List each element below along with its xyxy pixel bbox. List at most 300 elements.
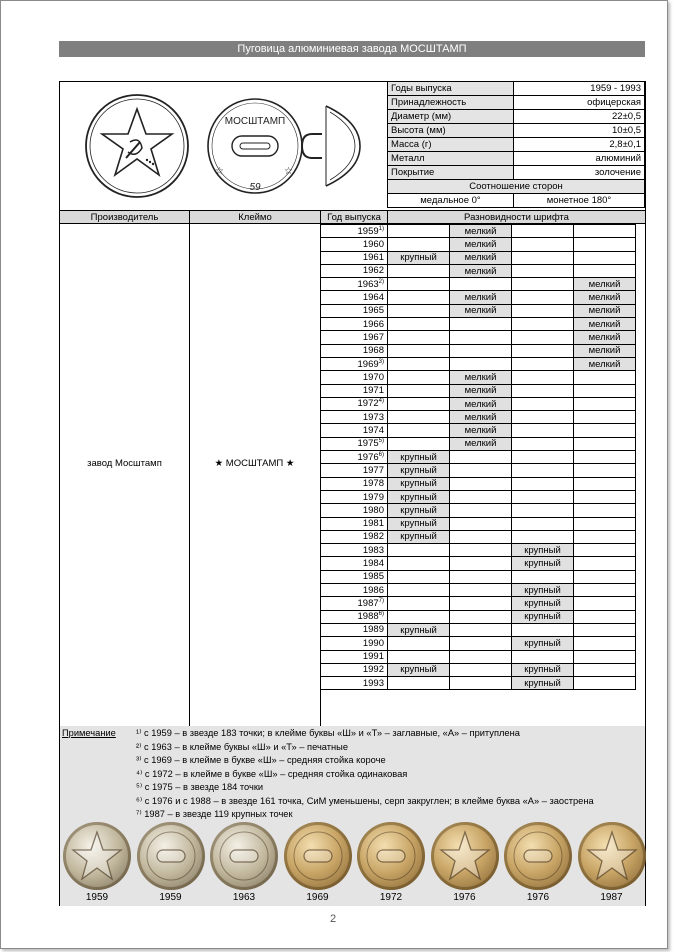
font-variant-cell <box>450 637 512 650</box>
font-variant-cell <box>574 557 636 570</box>
font-variant-cell <box>388 557 450 570</box>
font-variant-cell <box>574 663 636 676</box>
note-line: ⁴⁾ с 1972 – в клейме в букве «Ш» – средняя стойка одинаковая <box>136 768 408 779</box>
notes-section <box>60 726 645 820</box>
font-variant-cell <box>512 278 574 291</box>
font-variant-cell <box>450 557 512 570</box>
table-row <box>321 411 636 424</box>
photo-strip <box>60 820 645 906</box>
year-value: 1993 <box>362 677 384 689</box>
year-value: 1965 <box>362 305 384 317</box>
property-row <box>388 152 645 166</box>
stamp-text: ★ МОСШТАМП ★ <box>214 458 295 469</box>
star-button-photo <box>431 822 499 890</box>
header-producer: Производитель <box>60 210 189 224</box>
font-variant-cell: мелкий <box>450 251 512 264</box>
font-variant-cell: мелкий <box>574 304 636 317</box>
year-value: 1988 <box>357 611 379 623</box>
year-cell <box>321 437 388 450</box>
year-value: 1981 <box>362 518 384 530</box>
table-row <box>321 464 636 477</box>
table-row <box>321 371 636 384</box>
font-variant-cell <box>574 464 636 477</box>
property-value: 1959 - 1993 <box>514 82 645 96</box>
year-value: 1967 <box>362 332 384 344</box>
font-variant-cell <box>450 278 512 291</box>
font-variant-cell <box>450 477 512 490</box>
stamp-button-photo <box>210 822 278 890</box>
year-value: 1974 <box>362 425 384 437</box>
font-variant-cell <box>450 517 512 530</box>
year-cell <box>321 677 388 690</box>
font-variant-cell: крупный <box>512 637 574 650</box>
star-button-photo <box>578 822 646 890</box>
property-label: Принадлежность <box>388 96 514 110</box>
ratio-values-row <box>388 194 645 208</box>
font-variant-cell <box>388 610 450 623</box>
photo-year-label: 1959 <box>85 892 109 903</box>
font-variant-cell <box>574 623 636 636</box>
table-row <box>321 650 636 663</box>
year-cell <box>321 610 388 623</box>
table-row <box>321 677 636 690</box>
table-row <box>321 477 636 490</box>
year-cell <box>321 557 388 570</box>
note-line: ⁵⁾ с 1975 – в звезде 184 точки <box>136 782 264 792</box>
star-button-photo <box>63 822 131 890</box>
year-cell <box>321 504 388 517</box>
year-value: 1990 <box>362 637 384 649</box>
drawing-stamp-number: 59 <box>249 182 261 193</box>
font-variant-cell <box>388 225 450 238</box>
year-value: 1984 <box>362 558 384 570</box>
font-variant-cell <box>512 344 574 357</box>
font-variant-cell <box>574 251 636 264</box>
year-cell <box>321 331 388 344</box>
year-cell <box>321 278 388 291</box>
font-variant-cell <box>388 357 450 370</box>
svg-text:☆: ☆ <box>215 166 224 177</box>
property-label: Покрытие <box>388 166 514 180</box>
font-variant-cell <box>574 477 636 490</box>
font-variant-cell: мелкий <box>450 238 512 251</box>
year-value: 1960 <box>362 239 384 251</box>
font-variant-cell <box>450 331 512 344</box>
property-row <box>388 96 645 110</box>
font-variant-cell <box>574 225 636 238</box>
year-cell <box>321 650 388 663</box>
font-variant-cell <box>388 584 450 597</box>
table-row <box>321 490 636 503</box>
font-variant-cell <box>450 597 512 610</box>
year-cell <box>321 357 388 370</box>
font-variant-cell <box>512 411 574 424</box>
year-value: 1979 <box>362 491 384 503</box>
font-variant-cell <box>450 650 512 663</box>
property-label: Металл <box>388 152 514 166</box>
year-cell <box>321 238 388 251</box>
table-row <box>321 570 636 583</box>
font-variant-cell: мелкий <box>450 437 512 450</box>
table-row <box>321 344 636 357</box>
table-row <box>321 357 636 370</box>
table-row <box>321 517 636 530</box>
font-variant-cell <box>450 570 512 583</box>
table-row <box>321 384 636 397</box>
font-variant-cell: крупный <box>512 544 574 557</box>
year-value: 1982 <box>362 531 384 543</box>
font-variant-cell <box>574 264 636 277</box>
font-variant-cell <box>574 451 636 464</box>
year-cell <box>321 344 388 357</box>
column-divider <box>189 224 190 726</box>
font-variant-cell <box>388 544 450 557</box>
font-variant-cell <box>512 451 574 464</box>
font-variant-cell <box>450 490 512 503</box>
font-variant-cell <box>574 597 636 610</box>
note-line: ²⁾ с 1963 – в клейме буквы «Ш» и «Т» – печатные <box>136 741 348 752</box>
font-variant-cell <box>512 238 574 251</box>
font-variant-cell <box>574 637 636 650</box>
font-variant-cell <box>450 318 512 331</box>
property-label: Высота (мм) <box>388 124 514 138</box>
year-value: 1977 <box>362 465 384 477</box>
font-variant-cell: мелкий <box>574 331 636 344</box>
year-value: 1961 <box>362 252 384 264</box>
table-row <box>321 318 636 331</box>
font-variant-cell <box>388 424 450 437</box>
table-row <box>321 264 636 277</box>
font-variant-cell: крупный <box>388 517 450 530</box>
font-variant-cell <box>512 397 574 410</box>
year-cell <box>321 291 388 304</box>
font-variant-cell <box>574 384 636 397</box>
font-variant-cell <box>574 238 636 251</box>
font-variant-cell: крупный <box>512 677 574 690</box>
font-variant-cell <box>388 597 450 610</box>
year-cell <box>321 544 388 557</box>
font-variant-cell <box>512 424 574 437</box>
font-variant-cell <box>388 238 450 251</box>
header-stamp: Клеймо <box>189 210 320 224</box>
font-variant-cell: мелкий <box>574 291 636 304</box>
year-cell <box>321 225 388 238</box>
font-variant-cell <box>574 610 636 623</box>
ratio-title: Соотношение сторон <box>388 180 645 194</box>
font-variant-cell: крупный <box>388 251 450 264</box>
stamp-button-photo <box>504 822 572 890</box>
font-variant-cell <box>512 490 574 503</box>
font-variant-cell <box>574 490 636 503</box>
font-variant-cell <box>512 437 574 450</box>
font-variant-cell <box>450 544 512 557</box>
photo-year-label: 1976 <box>526 892 550 903</box>
year-footnote: 5) <box>378 438 384 445</box>
font-variant-cell: крупный <box>388 504 450 517</box>
year-value: 1973 <box>362 411 384 423</box>
font-variant-cell <box>450 530 512 543</box>
font-variant-cell <box>512 570 574 583</box>
font-variant-cell: крупный <box>388 663 450 676</box>
property-value: золочение <box>514 166 645 180</box>
year-cell <box>321 530 388 543</box>
year-cell <box>321 424 388 437</box>
font-variant-cell: мелкий <box>450 371 512 384</box>
font-variant-cell: мелкий <box>574 344 636 357</box>
font-variant-cell <box>512 384 574 397</box>
font-variant-cell <box>388 437 450 450</box>
year-value: 1966 <box>362 318 384 330</box>
button-back-drawing <box>208 99 302 193</box>
font-variant-cell <box>574 504 636 517</box>
font-variant-cell <box>450 584 512 597</box>
font-variant-cell <box>512 331 574 344</box>
font-variant-cell: крупный <box>388 451 450 464</box>
table-row <box>321 530 636 543</box>
table-row <box>321 331 636 344</box>
font-variant-cell <box>574 650 636 663</box>
font-variant-cell <box>388 637 450 650</box>
button-front-drawing <box>86 95 188 197</box>
font-variant-cell <box>574 517 636 530</box>
notes-label: Примечание <box>62 728 116 738</box>
font-variant-cell <box>512 291 574 304</box>
note-line: ¹⁾ с 1959 – в звезде 183 точки; в клейме буквы «Ш» и «Т» – заглавные, «А» – притуплена <box>136 728 520 738</box>
font-variant-cell <box>388 344 450 357</box>
font-variant-cell: мелкий <box>450 291 512 304</box>
font-variant-cell <box>512 504 574 517</box>
year-cell <box>321 411 388 424</box>
photo-year-label: 1959 <box>159 892 182 903</box>
font-variant-cell: крупный <box>388 530 450 543</box>
year-value: 1968 <box>362 345 384 357</box>
year-value: 1985 <box>362 571 384 583</box>
photo-year-label: 1972 <box>379 892 403 903</box>
year-value: 1986 <box>362 584 384 596</box>
font-variant-cell <box>388 570 450 583</box>
font-variant-cell <box>450 357 512 370</box>
year-value: 1976 <box>357 451 379 463</box>
year-value: 1980 <box>362 504 384 516</box>
property-value: 2,8±0,1 <box>514 138 645 152</box>
font-variant-cell <box>450 677 512 690</box>
property-row <box>388 124 645 138</box>
year-cell <box>321 517 388 530</box>
property-row <box>388 82 645 96</box>
font-variant-cell: крупный <box>388 477 450 490</box>
photo-year-label: 1976 <box>453 892 476 903</box>
font-variant-cell <box>512 464 574 477</box>
font-variant-cell <box>388 331 450 344</box>
photo-year-label: 1987 <box>600 892 623 903</box>
year-value: 1972 <box>357 398 379 410</box>
table-row <box>321 610 636 623</box>
font-variant-cell: мелкий <box>450 424 512 437</box>
font-variant-cell <box>512 357 574 370</box>
font-variant-cell <box>512 517 574 530</box>
header-year: Год выпуска <box>320 210 387 224</box>
table-row <box>321 225 636 238</box>
year-cell <box>321 663 388 676</box>
table-row <box>321 278 636 291</box>
ratio-title-row <box>388 180 645 194</box>
font-variant-cell: мелкий <box>450 304 512 317</box>
property-value: офицерская <box>514 96 645 110</box>
font-variant-cell: крупный <box>388 623 450 636</box>
ratio-coin: монетное 180° <box>514 194 645 208</box>
year-value: 1964 <box>362 292 384 304</box>
font-variant-cell <box>574 584 636 597</box>
year-cell <box>321 384 388 397</box>
font-variant-cell <box>388 650 450 663</box>
year-cell <box>321 397 388 410</box>
font-variant-cell <box>574 530 636 543</box>
button-illustration <box>60 82 387 210</box>
font-variant-cell: крупный <box>512 557 574 570</box>
year-cell <box>321 597 388 610</box>
font-variant-cell <box>574 437 636 450</box>
year-value: 1969 <box>357 358 379 370</box>
font-variant-cell <box>512 530 574 543</box>
year-cell <box>321 477 388 490</box>
table-row <box>321 437 636 450</box>
header-fonts: Разновидности шрифта <box>387 210 645 224</box>
table-row <box>321 251 636 264</box>
font-variant-cell <box>450 451 512 464</box>
svg-text:☆: ☆ <box>284 166 293 177</box>
year-cell <box>321 264 388 277</box>
note-line: ⁶⁾ с 1976 и с 1988 – в звезде 161 точка, СиМ уменьшены, серп закруглен; в клейме буква «А» – заострена <box>136 795 594 806</box>
font-variant-cell <box>512 477 574 490</box>
font-variant-cell: крупный <box>512 663 574 676</box>
year-footnote: 6) <box>378 611 384 618</box>
font-variant-cell <box>512 251 574 264</box>
year-value: 1992 <box>362 664 384 676</box>
font-variant-cell: мелкий <box>450 225 512 238</box>
property-value: 22±0,5 <box>514 110 645 124</box>
stamp-button-photo <box>137 822 205 890</box>
year-cell <box>321 304 388 317</box>
font-variant-cell <box>512 225 574 238</box>
year-value: 1970 <box>362 371 384 383</box>
font-variant-cell: крупный <box>512 584 574 597</box>
table-row <box>321 504 636 517</box>
font-variant-cell <box>574 424 636 437</box>
table-row <box>321 557 636 570</box>
font-variant-cell: мелкий <box>450 397 512 410</box>
year-cell <box>321 251 388 264</box>
year-footnote: 4) <box>378 398 384 405</box>
table-row <box>321 597 636 610</box>
font-variant-cell: мелкий <box>450 384 512 397</box>
year-cell <box>321 623 388 636</box>
font-variant-cell <box>574 677 636 690</box>
year-cell <box>321 637 388 650</box>
drawing-stamp-text: МОСШТАМП <box>224 116 286 127</box>
font-variant-cell <box>512 318 574 331</box>
stamp-button-photo <box>284 822 352 890</box>
font-variant-cell: крупный <box>388 490 450 503</box>
font-variant-cell <box>388 278 450 291</box>
year-value: 1987 <box>357 598 379 610</box>
table-row <box>321 584 636 597</box>
year-value: 1978 <box>362 478 384 490</box>
year-value: 1975 <box>357 438 379 450</box>
stamp-button-photo <box>357 822 425 890</box>
property-label: Масса (г) <box>388 138 514 152</box>
font-variant-cell <box>388 371 450 384</box>
font-variant-cell <box>574 411 636 424</box>
font-variant-cell <box>512 264 574 277</box>
year-footnote: 7) <box>378 597 384 604</box>
year-cell <box>321 371 388 384</box>
year-cell <box>321 451 388 464</box>
font-variant-cell <box>388 677 450 690</box>
font-variant-cell <box>512 650 574 663</box>
page-title: Пуговица алюминиевая завода МОСШТАМП <box>59 41 645 57</box>
font-variant-cell <box>388 384 450 397</box>
year-value: 1959 <box>357 225 379 237</box>
font-variant-cell <box>512 623 574 636</box>
font-variant-cell <box>574 397 636 410</box>
photo-year-label: 1963 <box>232 892 256 903</box>
table-row <box>321 238 636 251</box>
font-variant-cell: крупный <box>388 464 450 477</box>
font-variant-cell <box>388 264 450 277</box>
font-variant-cell: крупный <box>512 610 574 623</box>
font-variant-cell <box>450 663 512 676</box>
year-footnote: 6) <box>378 451 384 458</box>
table-row <box>321 304 636 317</box>
font-variant-cell <box>574 544 636 557</box>
button-profile-drawing <box>302 106 360 186</box>
font-variant-cell <box>450 610 512 623</box>
property-row <box>388 138 645 152</box>
note-line: ³⁾ с 1969 – в клейме в букве «Ш» – средняя стойка короче <box>136 755 386 765</box>
font-variant-cell: мелкий <box>450 264 512 277</box>
property-row <box>388 110 645 124</box>
year-value: 1983 <box>362 544 384 556</box>
property-label: Диаметр (мм) <box>388 110 514 124</box>
page-number: 2 <box>329 913 337 925</box>
font-variant-cell <box>388 411 450 424</box>
year-cell <box>321 584 388 597</box>
year-cell <box>321 570 388 583</box>
font-variant-cell <box>450 464 512 477</box>
font-variant-cell: крупный <box>512 597 574 610</box>
table-row <box>321 397 636 410</box>
font-variant-cell <box>512 371 574 384</box>
font-variant-cell: мелкий <box>574 278 636 291</box>
font-variant-cell <box>388 397 450 410</box>
table-row <box>321 623 636 636</box>
year-cell <box>321 464 388 477</box>
note-line: ⁷⁾ 1987 – в звезде 119 крупных точек <box>136 809 293 819</box>
font-variant-cell <box>388 291 450 304</box>
font-variant-cell <box>512 304 574 317</box>
year-value: 1962 <box>362 265 384 277</box>
year-cell <box>321 490 388 503</box>
year-cell <box>321 318 388 331</box>
years-table <box>320 224 636 690</box>
table-row <box>321 544 636 557</box>
producer-name: завод Мосштамп <box>87 458 162 469</box>
ratio-medal: медальное 0° <box>388 194 514 208</box>
table-row <box>321 637 636 650</box>
font-variant-cell <box>388 304 450 317</box>
font-variant-cell <box>450 504 512 517</box>
font-variant-cell: мелкий <box>574 357 636 370</box>
